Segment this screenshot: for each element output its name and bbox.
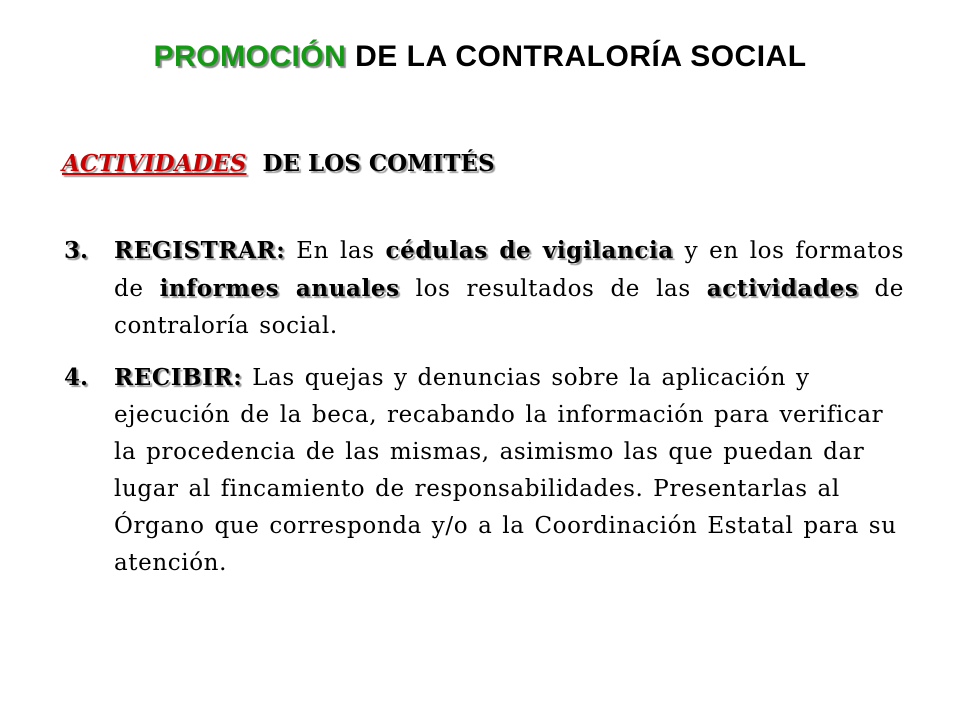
section-subheading: [62, 150, 495, 177]
item-keyword: REGISTRAR: [114, 237, 277, 264]
item-text-part: En las: [285, 238, 386, 264]
item-text-part: los resultados de las: [399, 276, 707, 302]
item-text: [114, 232, 904, 345]
item-number: 4.: [64, 364, 89, 391]
item-colon: :: [276, 237, 286, 264]
item-emphasis-informes: informes anuales: [159, 275, 400, 302]
title-accent: PROMOCIÓN: [153, 40, 347, 73]
item-keyword: RECIBIR: [114, 364, 234, 391]
subheading-rest: DE LOS COMITÉS: [262, 150, 495, 177]
item-text: [114, 359, 904, 582]
subheading-accent: ACTIVIDADES: [62, 150, 247, 177]
title-rest: DE LA CONTRALORÍA SOCIAL: [355, 40, 807, 73]
item-text-part: Las quejas y denuncias sobre la aplicación y ejecución de la beca, recabando la información para verificar la procedencia de las mismas, asimismo las que puedan dar lugar al fincamiento de responsabilidades. Presentarlas al Órgano que corresponda y/o a la Coordinación Estatal para su atención.: [114, 365, 897, 576]
activity-list: [64, 232, 904, 596]
item-emphasis-cedulas: cédulas de vigilancia: [385, 237, 674, 264]
item-number: 3.: [64, 237, 89, 264]
item-emphasis-actividades: actividades: [706, 275, 859, 302]
item-colon: :: [233, 364, 243, 391]
item-text-part: y en los formatos de: [114, 238, 904, 302]
item-text-part: de contraloría social.: [114, 276, 904, 339]
list-item-registrar: [64, 232, 904, 345]
list-item-recibir: [64, 359, 904, 582]
slide-title: [0, 40, 960, 74]
